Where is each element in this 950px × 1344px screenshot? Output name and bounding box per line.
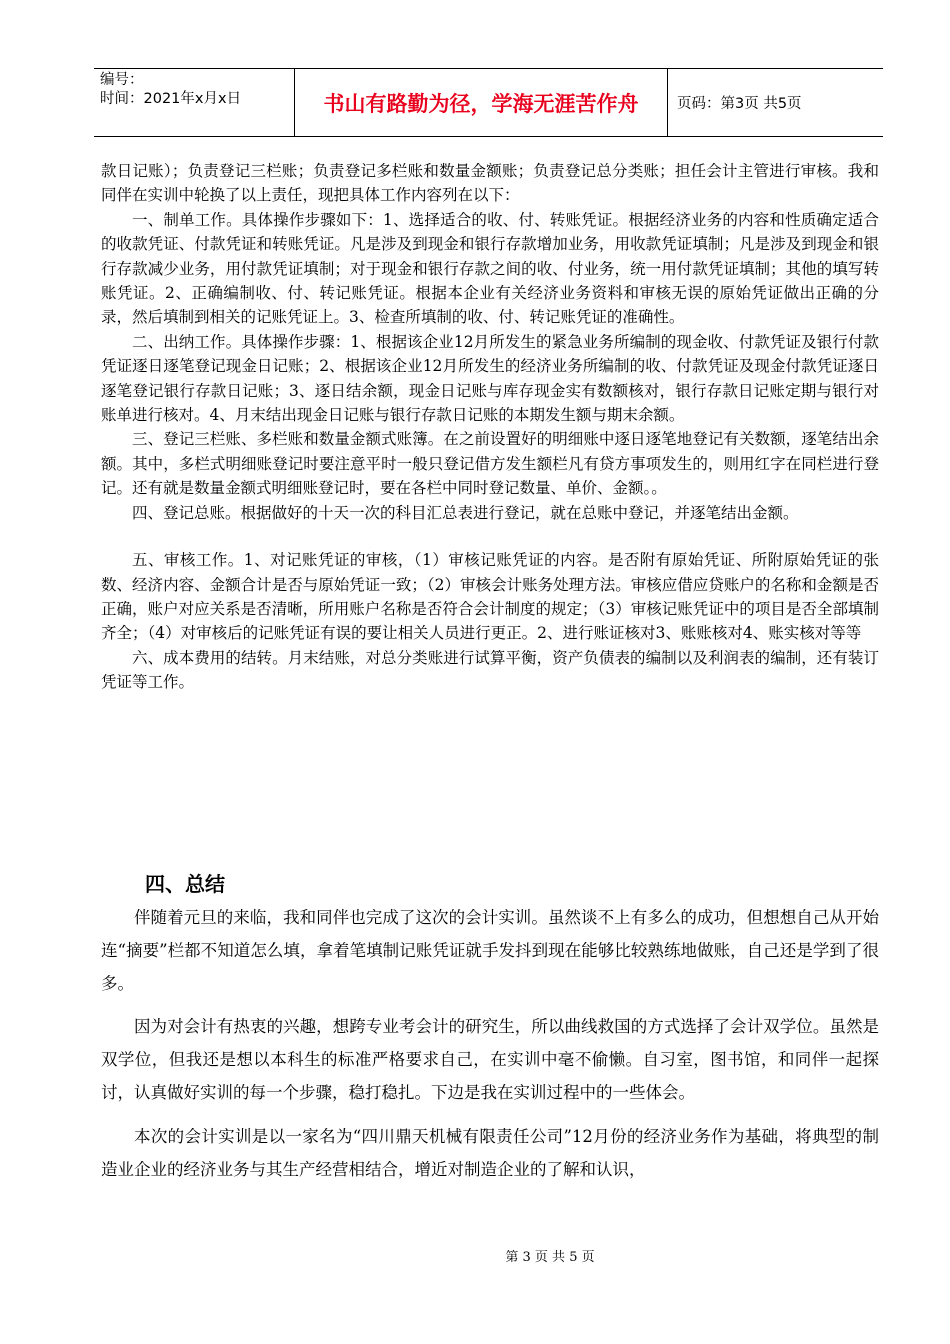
paragraph: 四、登记总账。根据做好的十天一次的科目汇总表进行登记，就在总账中登记，并逐笔结出金额。: [132, 503, 799, 522]
paragraph: 二、出纳工作。具体操作步骤：1、根据该企业12月所发生的紧急业务所编制的现金收、付款凭证及银行付款凭证逐日逐笔登记现金日记账；2、根据该企业12月所发生的经济业务所编制的收、付款凭证及现金付款凭证逐日逐笔登记银行存款日记账；3、逐日结余额，现金日记账与库存现金实有数额核对，银行存款日记账定期与银行对账单进行核对。4、月末结出现金日记账与银行存款日记账的本期发生额与期末余额。: [101, 332, 879, 425]
paragraph: 款日记账）；负责登记三栏账；负责登记多栏账和数量金额账；负责登记总分类账；担任会计主管进行审核。我和同伴在实训中轮换了以上责任，现把具体工作内容列在以下：: [101, 162, 879, 205]
paragraph: 六、成本费用的结转。月末结账，对总分类账进行试算平衡，资产负债表的编制以及利润表的编制，还有装订凭证等工作。: [101, 648, 879, 692]
time-label: 时间：2021年x月x日: [100, 91, 242, 107]
paragraph: 一、制单工作。具体操作步骤如下：1、选择适合的收、付、转账凭证。根据经济业务的内容和性质确定适合的收款凭证、付款凭证和转账凭证。凡是涉及到现金和银行存款增加业务，用收款凭证填制；凡是涉及到现金和银行存款减少业务，用付款凭证填制；对于现金和银行存款之间的收、付业务，统一用付款凭证填制；其他的填写转账凭证。2、正确编制收、付、转记账凭证。根据本企业有关经济业务资料和审核无误的原始凭证做出正确的分录，然后填制到相关的记账凭证上。3、检查所填制的收、付、转记账凭证的准确性。: [101, 210, 879, 327]
page-header: [94, 68, 883, 137]
header-motto: 书山有路勤为径，学海无涯苦作舟: [295, 69, 668, 136]
code-label: 编号：: [100, 72, 144, 88]
paragraph: 五、审核工作。1、对记账凭证的审核，（1）审核记账凭证的内容。是否附有原始凭证、所附原始凭证的张数、经济内容、金额合计是否与原始凭证一致；（2）审核会计账务处理方法。审核应借应贷账户的名称和金额是否正确，账户对应关系是否清晰，所用账户名称是否符合会计制度的规定；（3）审核记账凭证中的项目是否全部填制齐全；（4）对审核后的记账凭证有误的要让相关人员进行更正。2、进行账证核对3、账账核对4、账实核对等等: [101, 551, 879, 643]
page-footer: 第 3 页 共 5 页: [505, 1250, 595, 1265]
header-page-number: 页码：第3页 共5页: [677, 96, 802, 112]
section-title: 四、总结: [145, 872, 225, 896]
paragraph: 因为对会计有热衷的兴趣，想跨专业考会计的研究生，所以曲线救国的方式选择了会计双学位。虽然是双学位，但我还是想以本科生的标准严格要求自己，在实训中毫不偷懒。自习室，图书馆，和同伴一起探讨，认真做好实训的每一个步骤，稳打稳扎。下边是我在实训过程中的一些体会。: [101, 1017, 879, 1102]
summary-text: [101, 902, 879, 1197]
body-text: [101, 159, 879, 695]
paragraph: 本次的会计实训是以一家名为“四川鼎天机械有限责任公司”12月份的经济业务作为基础，将典型的制造业企业的经济业务与其生产经营相结合，增近对制造企业的了解和认识，: [101, 1126, 879, 1179]
header-meta: [94, 69, 295, 136]
paragraph: 伴随着元旦的来临，我和同伴也完成了这次的会计实训。虽然谈不上有多么的成功，但想想自己从开始连“摘要”栏都不知道怎么填，拿着笔填制记账凭证就手发抖到现在能够比较熟练地做账，自己还是学到了很多。: [101, 908, 879, 993]
paragraph: 三、登记三栏账、多栏账和数量金额式账簿。在之前设置好的明细账中逐日逐笔地登记有关数额，逐笔结出余额。其中，多栏式明细账登记时要注意平时一般只登记借方发生额栏凡有贷方事项发生的，则用红字在同栏进行登记。还有就是数量金额式明细账登记时，要在各栏中同时登记数量、单价、金额。。: [101, 430, 879, 498]
